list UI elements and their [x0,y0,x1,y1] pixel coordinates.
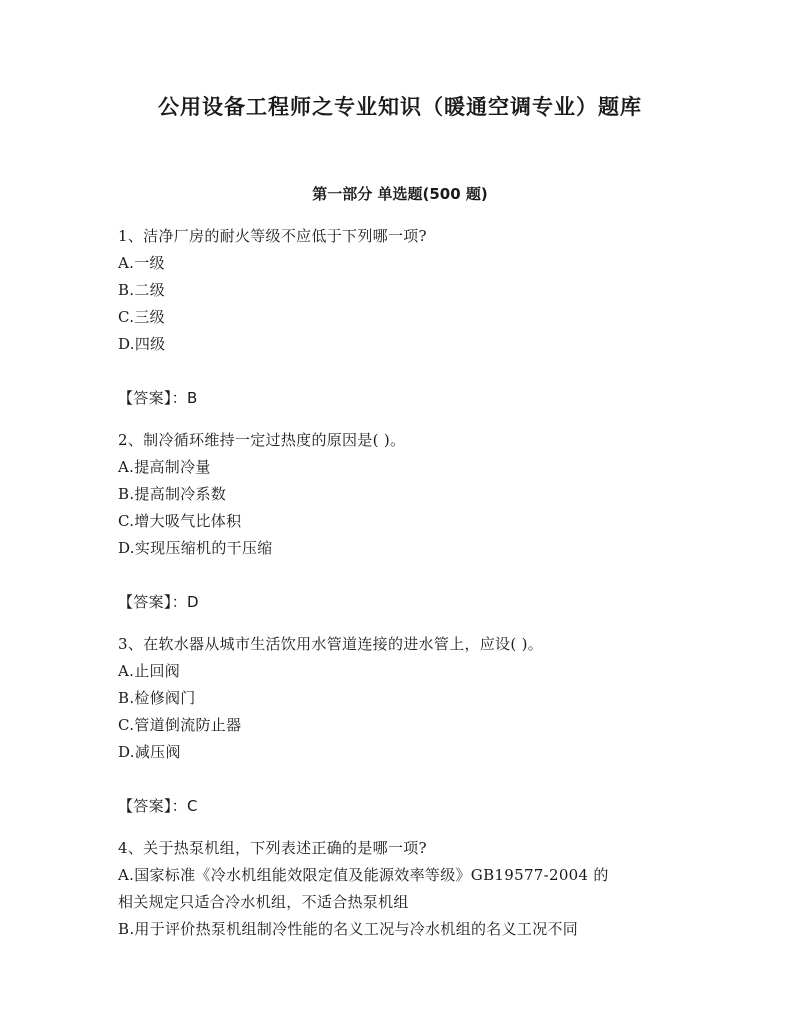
question-2-option-c: C.增大吸气比体积 [118,512,242,530]
question-2-option-a: A.提高制冷量 [118,458,211,476]
question-2-answer: 【答案】：D [118,593,199,611]
question-4-option-b: B.用于评价热泵机组制冷性能的名义工况与冷水机组的名义工况不同 [118,920,579,938]
question-3-option-d: D.减压阀 [118,743,181,761]
document-title: 公用设备工程师之专业知识（暖通空调专业）题库 [158,95,642,119]
section-title: 第一部分 单选题(500 题) [312,185,488,203]
question-1-option-b: B.二级 [118,281,165,299]
question-2-stem: 2、制冷循环维持一定过热度的原因是( )。 [118,431,406,449]
question-2-option-d: D.实现压缩机的干压缩 [118,539,273,557]
question-1-option-c: C.三级 [118,308,165,326]
question-3-answer: 【答案】：C [118,797,198,815]
question-1-option-a: A.一级 [118,254,165,272]
question-1-option-d: D.四级 [118,335,166,353]
question-1-answer: 【答案】：B [118,389,198,407]
question-3-stem: 3、在软水器从城市生活饮用水管道连接的进水管上，应设( )。 [118,635,544,653]
question-3-option-a: A.止回阀 [118,662,181,680]
question-1-stem: 1、洁净厂房的耐火等级不应低于下列哪一项? [118,227,427,245]
question-4-stem: 4、关于热泵机组，下列表述正确的是哪一项? [118,839,427,857]
question-3-option-c: C.管道倒流防止器 [118,716,242,734]
question-2-option-b: B.提高制冷系数 [118,485,227,503]
question-4-option-a-line-2: 相关规定只适合冷水机组，不适合热泵机组 [118,893,409,911]
question-3-option-b: B.检修阀门 [118,689,196,707]
question-4-option-a-line-1: A.国家标准《冷水机组能效限定值及能源效率等级》GB19577-2004 的 [118,866,609,884]
